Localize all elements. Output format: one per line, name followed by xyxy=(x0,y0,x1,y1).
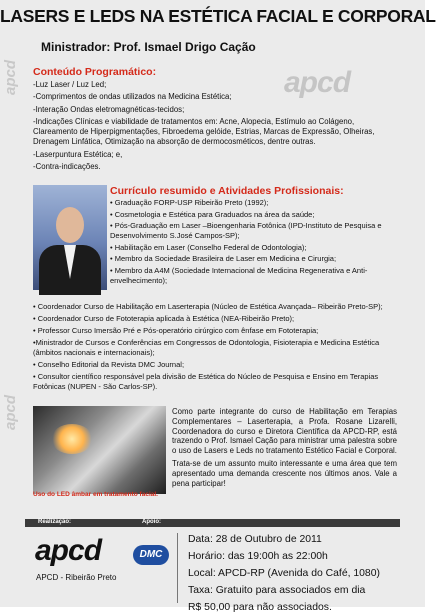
curriculo-item: • Graduação FORP-USP Ribeirão Preto (1992); xyxy=(110,198,269,207)
curriculo-item: • Habilitação em Laser (Conselho Federal de Odontologia); xyxy=(110,242,307,252)
curriculo-item: • Membro da A4M (Sociedade Internacional de Medicina Regenerativa e Anti-envelhecimento); xyxy=(110,265,368,285)
led-photo-caption: Uso do LED âmbar em tratamento facial. xyxy=(33,491,158,498)
curriculo-item: • Membro da Sociedade Brasileira de Laser em Medicina e Cirurgia; xyxy=(110,254,337,263)
curriculo-item: • Consultor científico responsável pela divisão de Estética do Núcleo de Pesquisa e Ensino em Terapias Fotônicas (NUPEN - São Carlos-SP). xyxy=(33,372,379,391)
curriculo-heading: Currículo resumido e Atividades Profissionais: xyxy=(110,185,344,197)
event-description xyxy=(172,407,397,491)
event-details xyxy=(188,531,380,616)
curriculo-item: •Ministrador de Cursos e Conferências em Congressos de Odontologia, Fisioterapia e Medicina Estética (âmbitos nacionais e internacionais); xyxy=(33,338,380,357)
curriculo-item: • Conselho Editorial da Revista DMC Journal; xyxy=(33,360,185,369)
event-fee: Taxa: Gratuito para associados em dia xyxy=(188,585,366,596)
apcd-logo: apcd xyxy=(35,534,102,567)
apoio-label: Apoio: xyxy=(142,519,161,525)
side-watermark-bottom: apcd xyxy=(2,395,19,431)
curriculo-item: • Cosmetologia e Estética para Graduados na área da saúde; xyxy=(110,209,315,219)
programa-item: -Laserpuntura Estética; e, xyxy=(33,149,123,159)
event-location: Local: APCD-RP (Avenida do Café, 1080) xyxy=(188,568,380,579)
dmc-logo: DMC xyxy=(133,545,169,565)
programa-item: -Luz Laser / Luz Led; xyxy=(33,80,107,89)
watermark-logo: apcd xyxy=(284,66,351,99)
curriculo-list-full xyxy=(33,302,395,394)
programa-item: -Indicações Clínicas e viabilidade de tratamentos em: Acne, Alopecia, Estímulo ao Colágeno, Clareamento de Hiperpigmentações, Fibroedema gelóide, Estrias, Marcas de Expressão, Olheiras, Drenagem Linfática, Otimização na absorção de dermocosméticos, dentre outras. xyxy=(33,116,375,147)
programa-list xyxy=(33,80,378,172)
programa-item: -Interação Ondas eletromagnéticas-tecidos; xyxy=(33,104,185,114)
footer-divider xyxy=(177,533,178,603)
side-watermark-top: apcd xyxy=(2,60,19,96)
professor-photo xyxy=(33,185,107,290)
event-date: Data: 28 de Outubro de 2011 xyxy=(188,534,322,545)
curriculo-item: • Coordenador Curso de Fototerapia aplicada à Estética (NEA-Ribeirão Preto); xyxy=(33,314,295,323)
event-fee-non-members: R$ 50,00 para não associados. xyxy=(188,602,332,613)
programa-item: -Contra-indicações. xyxy=(33,162,101,172)
description-paragraph: Como parte integrante do curso de Habilitação em Terapias Complementares – Laserterapia, a Profa. Rosane Lizarelli, Coordenadora do curso e Diretora Científica da APCD-RP, está trazendo o Prof. Ismael Cação para ministrar uma palestra sobre o uso de Lasers e Leds no tratamento Estético Facial e Corporal. xyxy=(172,407,397,456)
programa-heading: Conteúdo Programático: xyxy=(33,66,157,78)
apcd-subtitle: APCD - Ribeirão Preto xyxy=(36,573,117,582)
curriculo-item: • Pós-Graduação em Laser –Bioengenharia Fotônica (IPD-Instituto de Pesquisa e Desenvolvimento S.José Campos-SP); xyxy=(110,221,382,240)
curriculo-item: • Professor Curso Imersão Pré e Pós-operatório cirúrgico com ênfase em Fototerapia; xyxy=(33,326,319,335)
curriculo-list-right xyxy=(110,198,400,287)
description-paragraph: Trata-se de um assunto muito interessante e uma área que tem apresentado uma demanda crescente nos últimos anos. Vale a pena participar! xyxy=(172,458,397,488)
footer-band xyxy=(25,519,400,527)
led-treatment-photo xyxy=(33,406,166,494)
minister-line: Ministrador: Prof. Ismael Drigo Cação xyxy=(41,40,256,54)
event-time: Horário: das 19:00h as 22:00h xyxy=(188,551,328,562)
realizacao-label: Realização: xyxy=(38,519,72,525)
programa-item: -Comprimentos de ondas utilizados na Medicina Estética; xyxy=(33,92,232,102)
page-title: LASERS E LEDS NA ESTÉTICA FACIAL E CORPORAL xyxy=(0,6,436,26)
curriculo-item: • Coordenador Curso de Habilitação em Laserterapia (Núcleo de Estética Avançada– Ribeirão Preto-SP); xyxy=(33,302,383,311)
